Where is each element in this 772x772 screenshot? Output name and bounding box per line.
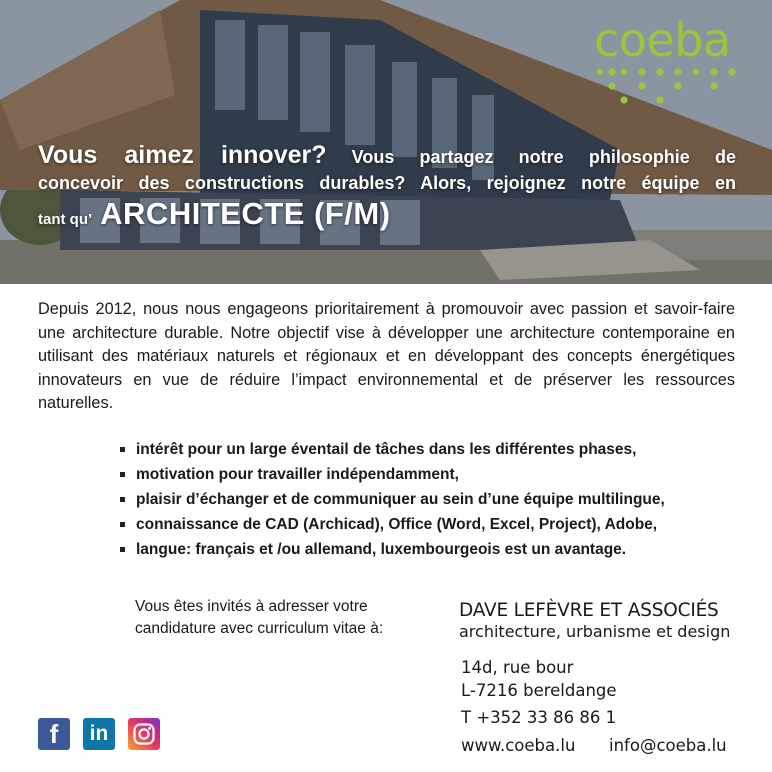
invite-line-1: Vous êtes invités à adresser votre	[135, 598, 368, 615]
email-link[interactable]: info@coeba.lu	[609, 736, 727, 755]
firm-address	[461, 656, 617, 702]
website-link[interactable]: www.coeba.lu	[461, 736, 576, 755]
firm-subtitle: architecture, urbanisme et design	[459, 622, 731, 641]
address-street: 14d, rue bour	[461, 658, 574, 677]
social-links	[38, 718, 160, 750]
headline-line-1	[38, 142, 736, 170]
facebook-glyph: f	[49, 718, 59, 749]
headline-line-2: concevoir des constructions durables? Alors, rejoignez notre équipe en	[38, 173, 736, 193]
linkedin-glyph: in	[89, 722, 109, 745]
hero-headline	[38, 142, 736, 240]
invite-line-2: candidature avec curriculum vitae à:	[135, 620, 384, 637]
address-city: L-7216 bereldange	[461, 681, 617, 700]
headline-lead: tant qu’	[38, 211, 93, 228]
firm-block	[459, 600, 749, 642]
job-title: ARCHITECTE (F/M)	[100, 196, 391, 231]
list-item: langue: français et /ou allemand, luxembourgeois est un avantage.	[120, 537, 760, 562]
intro-paragraph: Depuis 2012, nous nous engageons prioritairement à promouvoir avec passion et savoir-faire une architecture durable. Notre objectif vise à développer une architecture contemporaine en utilisant des matériaux naturels et régionaux et en développant des concepts énergétiques innovateurs en vue de réduire l’impact environnemental et de préserver les ressources naturelles.	[38, 300, 735, 412]
list-item: intérêt pour un large éventail de tâches dans les différentes phases,	[120, 437, 760, 462]
list-item: plaisir d’échanger et de communiquer au sein d’une équipe multilingue,	[120, 487, 760, 512]
hero-banner	[0, 0, 772, 284]
headline-question: Vous aimez innover?	[38, 141, 327, 169]
list-item: connaissance de CAD (Archicad), Office (Word, Excel, Project), Adobe,	[120, 512, 760, 537]
headline-line-1-rest: Vous partagez notre philosophie de	[351, 147, 736, 167]
list-item: motivation pour travailler indépendamment,	[120, 462, 760, 487]
headline-line-3	[38, 194, 736, 240]
application-invite	[135, 596, 435, 640]
linkedin-icon[interactable]	[83, 718, 115, 750]
coeba-logo	[594, 14, 744, 106]
requirements-list	[120, 437, 760, 562]
instagram-glyph	[132, 722, 156, 746]
firm-phone: T +352 33 86 86 1	[461, 708, 617, 727]
instagram-icon[interactable]	[128, 718, 160, 750]
firm-name: DAVE LEFÈVRE ET ASSOCIÉS	[459, 600, 719, 621]
logo-wordmark: coeba	[594, 13, 731, 67]
logo-dots	[594, 66, 744, 110]
facebook-icon[interactable]	[38, 718, 70, 750]
